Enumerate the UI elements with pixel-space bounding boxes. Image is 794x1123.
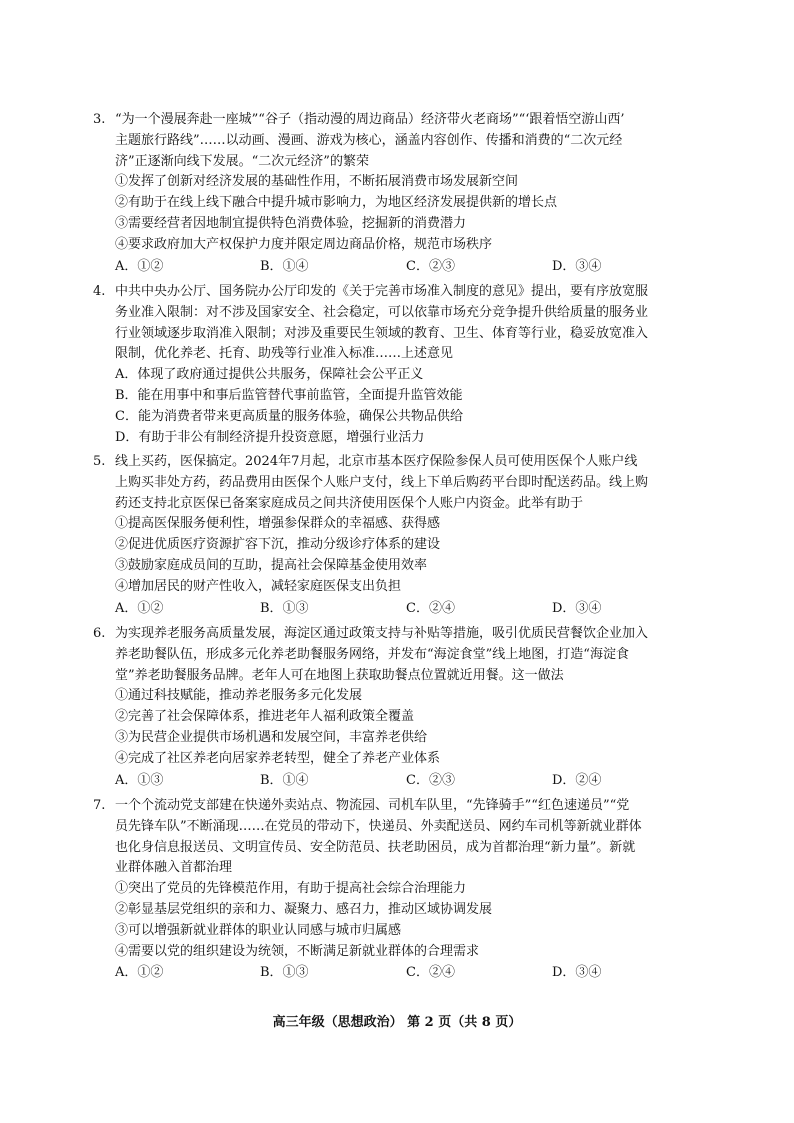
question-4 [93, 282, 698, 448]
choice-c[interactable]: C．②③ [406, 772, 455, 788]
choice-a[interactable]: A．体现了政府通过提供公共服务，保障社会公平正义 [115, 367, 424, 383]
statement-3: ③为民营企业提供市场机遇和发展空间，丰富养老供给 [115, 729, 428, 745]
choice-b[interactable]: B．①④ [260, 258, 309, 274]
choice-d[interactable]: D．②④ [552, 772, 602, 788]
statement-1: ①通过科技赋能，推动养老服务多元化发展 [115, 688, 363, 704]
answer-choices [93, 962, 698, 984]
question-stem-line: 4. 中共中央办公厅、国务院办公厅印发的《关于完善市场准入制度的意见》提出，要有序放宽服 [93, 282, 698, 303]
answer-choices [93, 598, 698, 620]
statement-1: ①发挥了创新对经济发展的基础性作用，不断拓展消费市场发展新空间 [115, 174, 519, 190]
answer-choices [93, 770, 698, 792]
question-stem-line: 5. 线上买药，医保搞定。2024年7月起，北京市基本医疗保险参保人员可使用医保个人账户线 [93, 452, 698, 473]
statement-4: ④要求政府加大产权保护力度并限定周边商品价格，规范市场秩序 [115, 236, 493, 252]
choice-b[interactable]: B．①④ [260, 772, 309, 788]
choice-b[interactable]: B．①③ [260, 965, 309, 981]
question-stem-line: 主题旅行路线”……以动画、漫画、游戏为核心，涵盖内容创作、传播和消费的“二次元经 [115, 132, 623, 148]
statement-4: ④增加居民的财产性收入，减轻家庭医保支出负担 [115, 578, 402, 594]
statement-4: ④需要以党的组织建设为统领，不断满足新就业群体的合理需求 [115, 943, 480, 959]
choice-b[interactable]: B．能在用事中和事后监管替代事前监管，全面提升监管效能 [115, 387, 463, 403]
question-7 [93, 796, 698, 984]
question-stem-line: 限制，优化养老、托育、助残等行业准入标准……上述意见 [115, 346, 454, 362]
question-stem-line: 也化身信息报送员、文明宣传员、安全防范员、扶老助困员，成为首都治理“新力量”。新就 [115, 839, 636, 855]
question-stem-line: 堂”养老助餐服务品牌。老年人可在地图上获取助餐点位置就近用餐。这一做法 [115, 667, 564, 683]
question-stem-line: 药还支持北京医保已备案家庭成员之间共济使用医保个人账户内资金。此举有助于 [115, 495, 584, 511]
question-stem-line: 济”正逐渐向线下发展。“二次元经济”的繁荣 [115, 153, 369, 169]
question-stem-line: 上购买非处方药，药品费用由医保个人账户支付，线上下单后购药平台即时配送药品。线上购 [115, 474, 649, 490]
choice-d[interactable]: D．③④ [552, 965, 602, 981]
statement-3: ③鼓励家庭成员间的互助，提高社会保障基金使用效率 [115, 557, 428, 573]
choice-d[interactable]: D．有助于非公有制经济提升投资意愿，增强行业活力 [115, 429, 425, 445]
statement-1: ①突出了党员的先锋模范作用，有助于提高社会综合治理能力 [115, 881, 467, 897]
statement-2: ②彰显基层党组织的亲和力、凝聚力、感召力，推动区域协调发展 [115, 901, 493, 917]
choice-b[interactable]: B．①③ [260, 600, 309, 616]
question-stem-line: 务业准入限制：对不涉及国家安全、社会稳定，可以依靠市场充分竞争提升供给质量的服务业 [115, 304, 649, 320]
question-stem-line: 6. 为实现养老服务高质量发展，海淀区通过政策支持与补贴等措施，吸引优质民营餐饮企业加入 [93, 624, 698, 645]
question-stem-line: 7. 一个个流动党支部建在快递外卖站点、物流园、司机车队里，“先锋骑手”“红色速递员”“党 [93, 796, 698, 817]
question-number: 3. [93, 112, 106, 127]
question-stem-line: 行业领域逐步取消准入限制；对涉及重要民生领域的教育、卫生、体育等行业，稳妥放宽准入 [115, 325, 649, 341]
statement-2: ②有助于在线上线下融合中提升城市影响力，为地区经济发展提供新的增长点 [115, 195, 558, 211]
statement-1: ①提高医保服务便利性，增强参保群众的幸福感、获得感 [115, 516, 441, 532]
choice-c[interactable]: C．能为消费者带来更高质量的服务体验，确保公共物品供给 [115, 408, 463, 424]
statement-4: ④完成了社区养老向居家养老转型，健全了养老产业体系 [115, 750, 441, 766]
question-stem-line: 3. “为一个漫展奔赴一座城”“谷子（指动漫的周边商品）经济带火老商场”“‘跟着悟空游山西’ [93, 110, 698, 131]
choice-d[interactable]: D．③④ [552, 258, 602, 274]
question-6 [93, 624, 698, 792]
choice-a[interactable]: A．①② [115, 965, 164, 981]
statement-2: ②促进优质医疗资源扩容下沉，推动分级诊疗体系的建设 [115, 537, 441, 553]
statement-3: ③需要经营者因地制宜提供特色消费体验，挖掘新的消费潜力 [115, 215, 467, 231]
question-number: 7. [93, 798, 106, 813]
question-3 [93, 110, 698, 278]
question-number: 6. [93, 626, 106, 641]
question-stem-line: 员先锋车队”不断涌现……在党员的带动下，快递员、外卖配送员、网约车司机等新就业群体 [115, 818, 642, 834]
choice-d[interactable]: D．③④ [552, 600, 602, 616]
choice-a[interactable]: A．①③ [115, 772, 164, 788]
statement-3: ③可以增强新就业群体的职业认同感与城市归属感 [115, 922, 402, 938]
page-footer: 高三年级（思想政治） 第 2 页（共 8 页） [272, 1015, 522, 1030]
question-number: 4. [93, 284, 106, 299]
choice-a[interactable]: A．①② [115, 258, 164, 274]
statement-2: ②完善了社会保障体系，推进老年人福利政策全覆盖 [115, 709, 415, 725]
question-stem-line: 业群体融入首都治理 [115, 860, 233, 876]
question-number: 5. [93, 454, 106, 469]
choice-c[interactable]: C．②③ [406, 258, 455, 274]
choice-c[interactable]: C．②④ [406, 600, 455, 616]
question-stem-line: 养老助餐队伍，形成多元化养老助餐服务网络，并发布“海淀食堂”线上地图，打造“海淀食 [115, 646, 629, 662]
choice-a[interactable]: A．①② [115, 600, 164, 616]
question-5 [93, 452, 698, 620]
choice-c[interactable]: C．②④ [406, 965, 455, 981]
answer-choices [93, 256, 698, 278]
